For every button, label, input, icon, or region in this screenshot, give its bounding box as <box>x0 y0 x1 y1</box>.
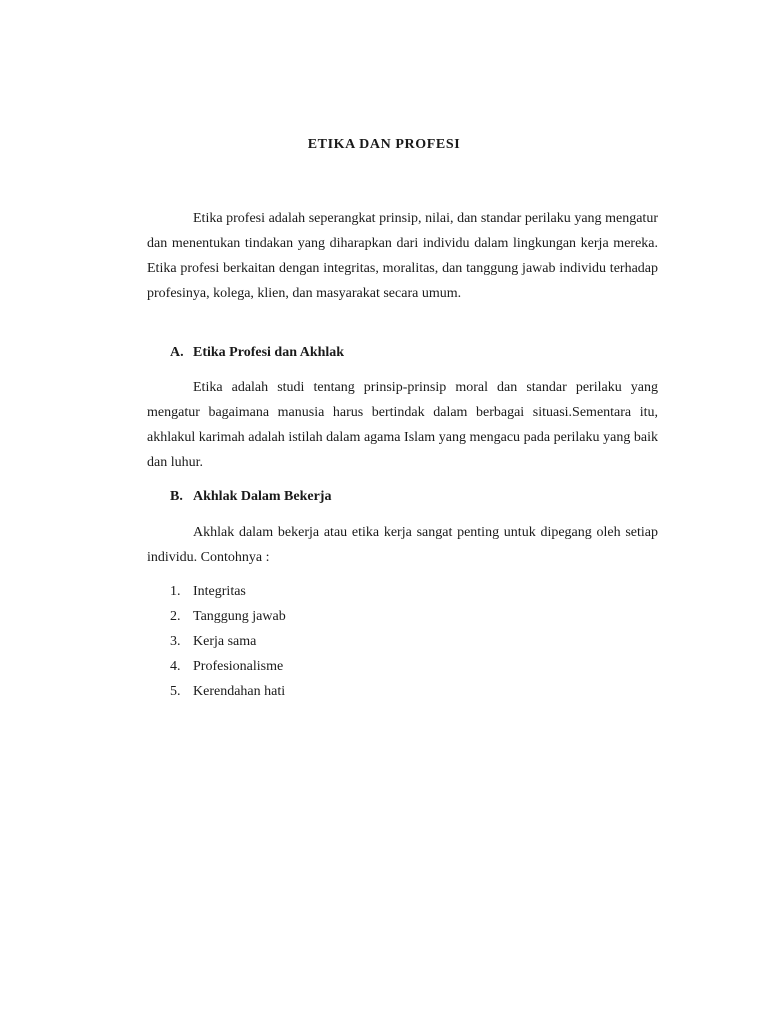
list-item-number: 2. <box>170 609 181 624</box>
list-item-text: Kerja sama <box>193 634 257 649</box>
list-item-text: Kerendahan hati <box>193 684 286 699</box>
list-item-number: 4. <box>170 659 181 674</box>
list-item <box>170 682 286 707</box>
section-a-heading <box>170 345 344 361</box>
intro-paragraph: Etika profesi adalah seperangkat prinsip, nilai, dan standar perilaku yang mengatur dan menentukan tindakan yang diharapkan dari individu dalam lingkungan kerja mereka. Etika profesi berkaitan dengan integritas, moralitas, dan tanggung jawab individu terhadap profesinya, kolega, klien, dan masyarakat secara umum. <box>147 211 658 301</box>
list-item <box>170 582 286 607</box>
section-b-letter: B. <box>170 489 183 504</box>
list-item-number: 3. <box>170 634 181 649</box>
section-a-letter: A. <box>170 345 184 360</box>
section-b-title: Akhlak Dalam Bekerja <box>193 489 332 504</box>
list-item-text: Tanggung jawab <box>193 609 286 624</box>
list-item <box>170 657 286 682</box>
list-item-number: 5. <box>170 684 181 699</box>
list-item <box>170 632 286 657</box>
document-title: ETIKA DAN PROFESI <box>307 137 461 152</box>
list-item <box>170 607 286 632</box>
section-b-heading <box>170 489 331 505</box>
examples-list <box>170 582 286 707</box>
section-a-paragraph: Etika adalah studi tentang prinsip-prinsip moral dan standar perilaku yang mengatur bagaimana manusia harus bertindak dalam berbagai situasi.Sementara itu, akhlakul karimah adalah istilah dalam agama Islam yang mengacu pada perilaku yang baik dan luhur. <box>147 380 658 470</box>
list-item-text: Integritas <box>193 584 246 599</box>
section-b-paragraph: Akhlak dalam bekerja atau etika kerja sangat penting untuk dipegang oleh setiap individu. Contohnya : <box>147 525 658 565</box>
section-a-title: Etika Profesi dan Akhlak <box>193 345 345 360</box>
list-item-text: Profesionalisme <box>193 659 284 674</box>
list-item-number: 1. <box>170 584 181 599</box>
